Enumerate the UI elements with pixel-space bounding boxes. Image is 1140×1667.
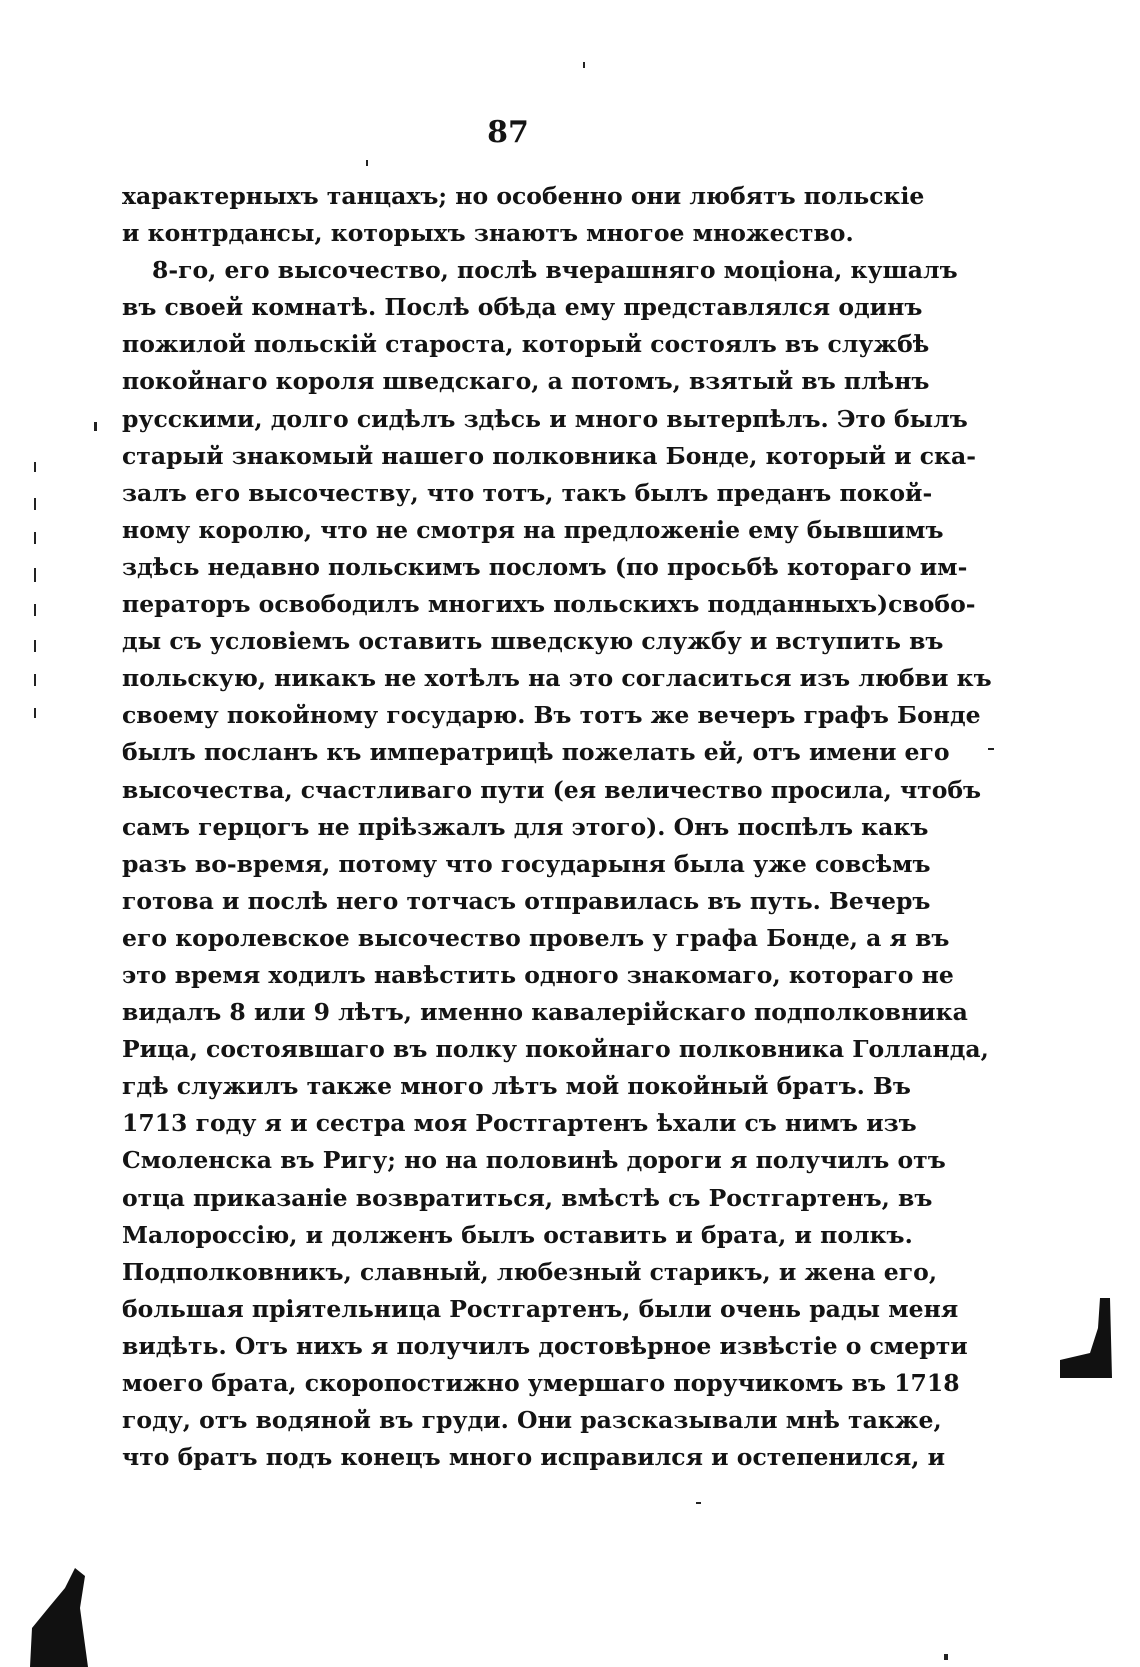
edge-blot-right (1060, 1298, 1120, 1378)
text-line: русскими, долго сидѣлъ здѣсь и много вытерпѣлъ. Это былъ (122, 404, 968, 433)
text-line: здѣсь недавно польскимъ посломъ (по просьбѣ котораго им- (122, 552, 968, 581)
text-line: году, отъ водяной въ груди. Они разсказывали мнѣ также, (122, 1406, 942, 1435)
scan-speck (94, 422, 97, 431)
text-line: видѣть. Отъ нихъ я получилъ достовѣрное извѣстіе о смерти (122, 1331, 968, 1360)
scan-speck (366, 160, 368, 166)
page-number: 87 (487, 115, 529, 150)
scan-speck (988, 748, 994, 750)
text-line: былъ посланъ къ императрицѣ пожелать ей, отъ имени его (122, 738, 950, 767)
text-line: старый знакомый нашего полковника Бонде, который и ска- (122, 441, 976, 470)
text-line: самъ герцогъ не пріѣзжалъ для этого). Онъ поспѣлъ какъ (122, 812, 929, 841)
text-line: характерныхъ танцахъ; но особенно они любятъ польскіе (122, 182, 925, 210)
text-line: готова и послѣ него тотчасъ отправилась въ путь. Вечеръ (122, 886, 931, 915)
scan-speck (583, 62, 585, 68)
text-line: въ своей комнатѣ. Послѣ обѣда ему представлялся одинъ (122, 293, 923, 322)
scan-speck (34, 640, 36, 652)
text-line: моего брата, скоропостижно умершаго поручикомъ въ 1718 (122, 1369, 960, 1397)
scan-speck (34, 532, 36, 544)
scan-speck (34, 604, 36, 616)
text-line: большая пріятельница Ростгартенъ, были очень рады меня (122, 1294, 959, 1323)
scan-speck (696, 1502, 701, 1504)
text-line: что братъ подъ конецъ много исправился и остепенился, и (122, 1443, 946, 1472)
text-line: и контрдансы, которыхъ знаютъ многое множество. (122, 219, 854, 248)
scan-speck (944, 1654, 948, 1660)
text-line: залъ его высочеству, что тотъ, такъ былъ преданъ покой- (122, 478, 933, 507)
text-line: своему покойному государю. Въ тотъ же вечеръ графъ Бонде (122, 701, 981, 730)
text-line: Подполковникъ, славный, любезный старикъ, и жена его, (122, 1257, 938, 1286)
text-line: гдѣ служилъ также много лѣтъ мой покойный братъ. Въ (122, 1072, 911, 1101)
text-line: Малороссію, и долженъ былъ оставить и брата, и полкъ. (122, 1220, 913, 1249)
scan-speck (34, 498, 36, 510)
text-line: видалъ 8 или 9 лѣтъ, именно кавалерійскаго подполковника (122, 998, 968, 1027)
scan-speck (34, 462, 36, 472)
scan-speck (34, 708, 36, 718)
text-line: разъ во-время, потому что государыня была уже совсѣмъ (122, 849, 931, 878)
text-line: отца приказаніе возвратиться, вмѣстѣ съ Ростгартенъ, въ (122, 1183, 933, 1212)
text-line: ды съ условіемъ оставить шведскую службу и вступить въ (122, 627, 944, 656)
scan-speck (34, 568, 36, 582)
text-line: пожилой польскій староста, который состоялъ въ службѣ (122, 330, 930, 359)
text-line: высочества, счастливаго пути (ея величество просила, чтобъ (122, 775, 982, 804)
text-line: ному королю, что не смотря на предложеніе ему бывшимъ (122, 515, 944, 544)
text-line: это время ходилъ навѣстить одного знакомаго, котораго не (122, 960, 954, 989)
scan-speck (34, 674, 36, 686)
edge-blot-bottom-left (30, 1568, 90, 1667)
body-text (122, 178, 992, 1476)
text-line: Рица, состоявшаго въ полку покойнаго полковника Голланда, (122, 1035, 989, 1064)
text-line: покойнаго короля шведскаго, а потомъ, взятый въ плѣнъ (122, 367, 930, 396)
text-line: 8-го, его высочество, послѣ вчерашняго моціона, кушалъ (152, 256, 958, 285)
text-line: 1713 году я и сестра моя Ростгартенъ ѣхали съ нимъ изъ (122, 1109, 917, 1138)
text-line: его королевское высочество провелъ у графа Бонде, а я въ (122, 923, 950, 952)
text-line: польскую, никакъ не хотѣлъ на это согласиться изъ любви къ (122, 664, 992, 693)
text-line: ператоръ освободилъ многихъ польскихъ подданныхъ)свобо- (122, 590, 976, 619)
text-line: Смоленска въ Ригу; но на половинѣ дороги я получилъ отъ (122, 1146, 946, 1175)
